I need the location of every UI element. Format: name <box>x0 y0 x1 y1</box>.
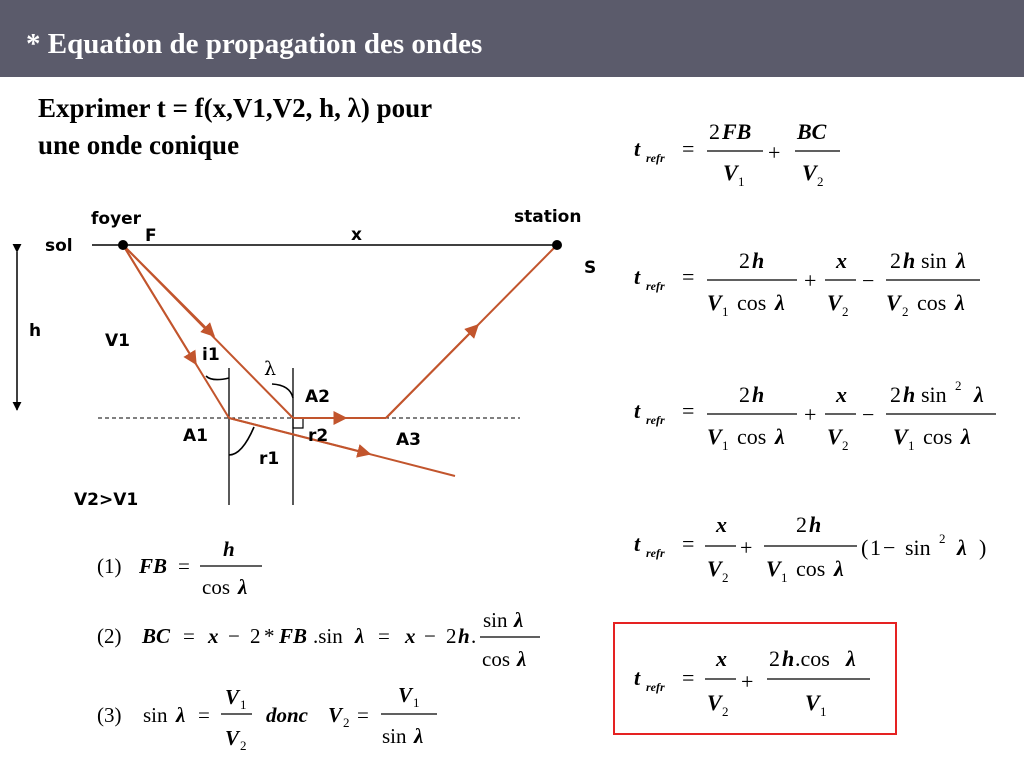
f3-refr: refr <box>646 413 665 427</box>
label-i1: i1 <box>202 345 220 365</box>
f1-v1-sub: 1 <box>738 174 745 189</box>
eq2-tag: (2) <box>97 624 122 648</box>
f5-v1: V <box>805 690 820 715</box>
f3-v1-b-sub: 1 <box>908 438 915 453</box>
f1-refr: refr <box>646 151 665 165</box>
formula-3 <box>634 378 996 453</box>
eq2-star: * <box>264 624 275 648</box>
f4-plus: + <box>740 535 753 560</box>
f1-bc: BC <box>797 119 827 144</box>
label-x: x <box>351 225 362 245</box>
f4-one: 1 <box>870 535 881 560</box>
f1-v2-sub: 2 <box>817 174 824 189</box>
f2-v2-b: V <box>886 290 901 315</box>
eq3-lambda: λ <box>176 703 186 727</box>
f5-v2: V <box>707 690 722 715</box>
f2-two: 2 <box>739 248 750 273</box>
f5-lam: λ <box>846 646 856 671</box>
f4-t: t <box>634 531 641 556</box>
f3-plus: + <box>804 402 817 427</box>
f2-plus: + <box>804 268 817 293</box>
eq3-tag: (3) <box>97 703 122 727</box>
eq2-minus-2: − <box>424 624 436 648</box>
f2-v2: V <box>827 290 842 315</box>
eq3-num-v: V <box>225 685 240 709</box>
f2-refr: refr <box>646 279 665 293</box>
label-v1: V1 <box>105 331 130 351</box>
f4-cos: cos <box>796 556 826 581</box>
f4-x: x <box>716 512 727 537</box>
eq2-num-fn: sin <box>483 608 508 632</box>
question-line-2: une onde conique <box>38 130 240 160</box>
f3-cos: cos <box>737 424 767 449</box>
f4-refr: refr <box>646 546 665 560</box>
eq1-den-var: λ <box>238 575 248 599</box>
f1-fb: FB <box>722 119 752 144</box>
f4-v2: V <box>707 556 722 581</box>
eq2-sin: .sin <box>313 624 343 648</box>
f2-x: x <box>836 248 847 273</box>
f4-equals: = <box>682 531 695 556</box>
eq2-x-2: x <box>405 624 416 648</box>
eq2-equals: = <box>183 624 195 648</box>
label-a2: A2 <box>305 387 330 407</box>
f3-v1: V <box>707 424 722 449</box>
f4-lpar: ( <box>861 535 869 560</box>
label-foyer: foyer <box>91 209 142 229</box>
eq1-equals: = <box>178 554 190 578</box>
f1-v1: V <box>723 160 738 185</box>
f5-equals: = <box>682 665 695 690</box>
label-sol: sol <box>45 236 73 256</box>
label-s: S <box>584 258 597 278</box>
eq3-den-fn: sin <box>382 724 407 748</box>
label-r1: r1 <box>259 449 280 469</box>
eq2-fb: FB <box>279 624 308 648</box>
label-f: F <box>145 226 157 246</box>
f3-h: h <box>752 382 765 407</box>
f2-lam-b: λ <box>956 248 966 273</box>
f3-v2: V <box>827 424 842 449</box>
f4-v2-sub: 2 <box>722 570 729 585</box>
eq3-equals-2: = <box>357 703 369 727</box>
f4-rpar: ) <box>979 535 987 560</box>
eq2-num-var: λ <box>514 608 524 632</box>
eq2-two-h: 2 <box>446 624 457 648</box>
f2-lam: λ <box>775 290 785 315</box>
f3-lam-c: λ <box>961 424 971 449</box>
f4-two: 2 <box>796 512 807 537</box>
label-a1: A1 <box>183 426 208 446</box>
eq3-den-var: λ <box>414 724 424 748</box>
f3-v2-sub: 2 <box>842 438 849 453</box>
f2-equals: = <box>682 264 695 289</box>
f3-x: x <box>836 382 847 407</box>
eq3-v2: V <box>328 703 343 727</box>
eq3-den-v: V <box>225 726 240 750</box>
f5-dotcos: .cos <box>795 646 830 671</box>
f2-two-b: 2 <box>890 248 901 273</box>
f5-v1-sub: 1 <box>820 704 827 719</box>
f4-minus: − <box>883 535 896 560</box>
f2-cos: cos <box>737 290 767 315</box>
label-v2-gt-v1: V2>V1 <box>74 490 139 510</box>
f2-h-b: h <box>903 248 916 273</box>
eq1-tag: (1) <box>97 554 122 578</box>
f3-t: t <box>634 398 641 423</box>
eq1-den-fn: cos <box>202 575 230 599</box>
label-h: h <box>29 321 42 341</box>
f2-v1-sub: 1 <box>722 304 729 319</box>
eq1-lhs: FB <box>139 554 168 578</box>
label-lambda: λ <box>264 358 277 380</box>
f2-h: h <box>752 248 765 273</box>
f5-v2-sub: 2 <box>722 704 729 719</box>
eq2-lambda: λ <box>355 624 365 648</box>
slide-title: * Equation de propagation des ondes <box>26 28 483 60</box>
f3-lam: λ <box>775 424 785 449</box>
f1-plus: + <box>768 140 781 165</box>
eq2-minus: − <box>228 624 240 648</box>
f1-equals: = <box>682 136 695 161</box>
eq3-v1-num: V <box>398 683 413 707</box>
f3-h-b: h <box>903 382 916 407</box>
f1-t: t <box>634 136 641 161</box>
formula-1 <box>634 119 840 189</box>
f5-plus: + <box>741 669 754 694</box>
formula-5 <box>634 646 870 719</box>
f2-v2-sub: 2 <box>842 304 849 319</box>
formula-2 <box>634 248 980 319</box>
label-a3: A3 <box>396 430 421 450</box>
eq3-den-sub: 2 <box>240 738 247 753</box>
eq2-lhs: BC <box>142 624 171 648</box>
f2-minus: − <box>862 268 875 293</box>
eq1-numerator: h <box>223 537 235 561</box>
eq2-den-var: λ <box>517 647 527 671</box>
f3-minus: − <box>862 402 875 427</box>
f4-v1: V <box>766 556 781 581</box>
f5-x: x <box>716 646 727 671</box>
f2-lam-c: λ <box>955 290 965 315</box>
eq3-equals: = <box>198 703 210 727</box>
f4-square: 2 <box>939 531 946 546</box>
label-station: station <box>514 207 582 227</box>
eq3-v1-sub: 1 <box>413 695 420 710</box>
f4-lam: λ <box>834 556 844 581</box>
formula-4 <box>634 512 986 585</box>
f4-sin: sin <box>905 535 931 560</box>
f2-v2-b-sub: 2 <box>902 304 909 319</box>
f2-t: t <box>634 264 641 289</box>
eq2-dot: . <box>471 624 477 648</box>
f3-sin: sin <box>921 382 947 407</box>
f3-cos-b: cos <box>923 424 953 449</box>
eq2-two: 2 <box>250 624 261 648</box>
f5-h: h <box>782 646 795 671</box>
f3-v1-sub: 1 <box>722 438 729 453</box>
label-r2: r2 <box>308 426 329 446</box>
f5-t: t <box>634 665 641 690</box>
f5-two: 2 <box>769 646 780 671</box>
eq3-donc: donc <box>266 703 308 727</box>
f3-two: 2 <box>739 382 750 407</box>
f2-cos-b: cos <box>917 290 947 315</box>
eq2-equals-2: = <box>378 624 390 648</box>
f5-refr: refr <box>646 680 665 694</box>
eq3-sin: sin <box>143 703 168 727</box>
f3-square: 2 <box>955 378 962 393</box>
f4-h: h <box>809 512 822 537</box>
eq2-x: x <box>208 624 219 648</box>
f1-two: 2 <box>709 119 720 144</box>
eq2-den-fn: cos <box>482 647 510 671</box>
f3-two-b: 2 <box>890 382 901 407</box>
f3-lam-b: λ <box>974 382 984 407</box>
f4-lam-b: λ <box>957 535 967 560</box>
eq2-h: h <box>458 624 470 648</box>
eq3-num-sub: 1 <box>240 697 247 712</box>
f4-v1-sub: 1 <box>781 570 788 585</box>
f2-v1: V <box>707 290 722 315</box>
question-line-1: Exprimer t = f(x,V1,V2, h, λ) pour <box>38 93 433 123</box>
f3-v1-b: V <box>893 424 908 449</box>
f3-equals: = <box>682 398 695 423</box>
f1-v2: V <box>802 160 817 185</box>
f2-sin: sin <box>921 248 947 273</box>
eq3-v2-sub: 2 <box>343 715 350 730</box>
